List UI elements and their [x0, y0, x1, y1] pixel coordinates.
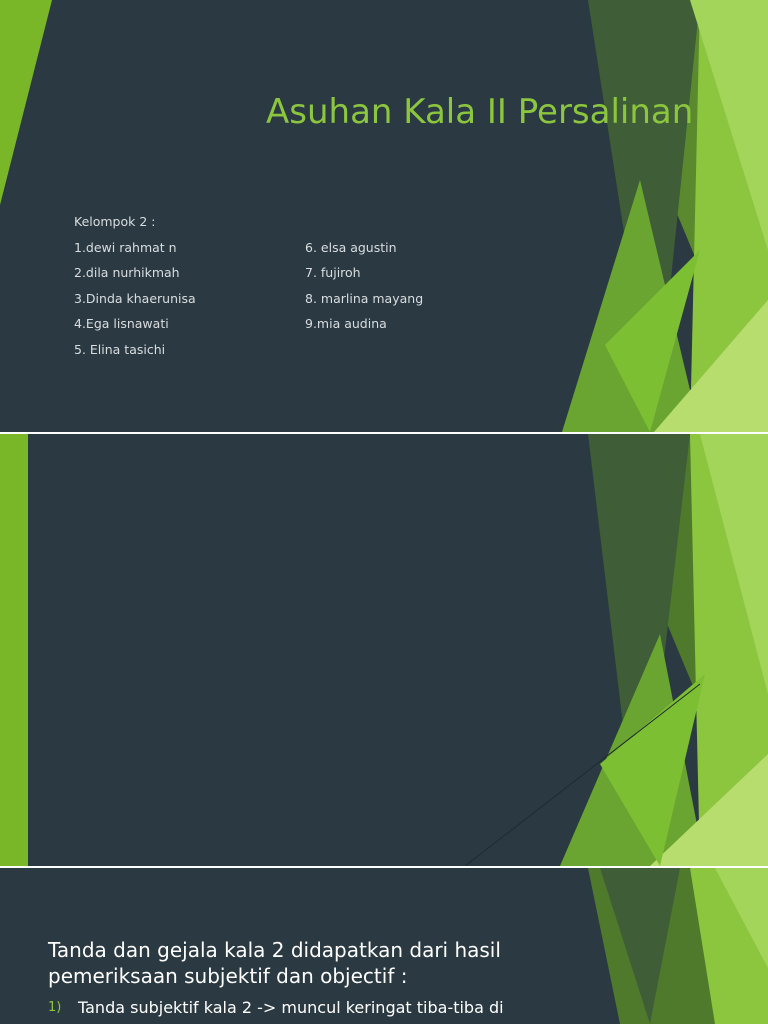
section-title: Tanda dan gejala kala 2 didapatkan dari hasil pemeriksaan subjektif dan objectif : [48, 938, 501, 988]
member-column-left [74, 240, 196, 367]
slide-title-text: Asuhan Kala II Persalinan [266, 92, 694, 132]
green-triangle-decoration [0, 434, 768, 866]
group-heading: Kelompok 2 : [74, 214, 156, 229]
list-item-text: Tanda subjektif kala 2 -> muncul keringat tiba-tiba di [78, 998, 504, 1017]
member-item: 3.Dinda khaerunisa [74, 290, 196, 306]
member-item: 5. Elina tasichi [74, 341, 166, 357]
member-item: 8. marlina mayang [305, 290, 424, 306]
member-item: 6. elsa agustin [305, 240, 397, 255]
member-item: 2.dila nurhikmah [74, 265, 180, 281]
member-item: 1.dewi rahmat n [74, 240, 177, 255]
slide-definition [0, 434, 768, 866]
slide-title [0, 0, 768, 432]
list-number: 1) [48, 1000, 62, 1015]
member-item: 7. fujiroh [305, 265, 361, 281]
slide-signs [0, 868, 768, 1024]
member-column-right [305, 240, 423, 342]
member-item: 9.mia audina [305, 316, 387, 332]
member-item: 4.Ega lisnawati [74, 316, 169, 332]
